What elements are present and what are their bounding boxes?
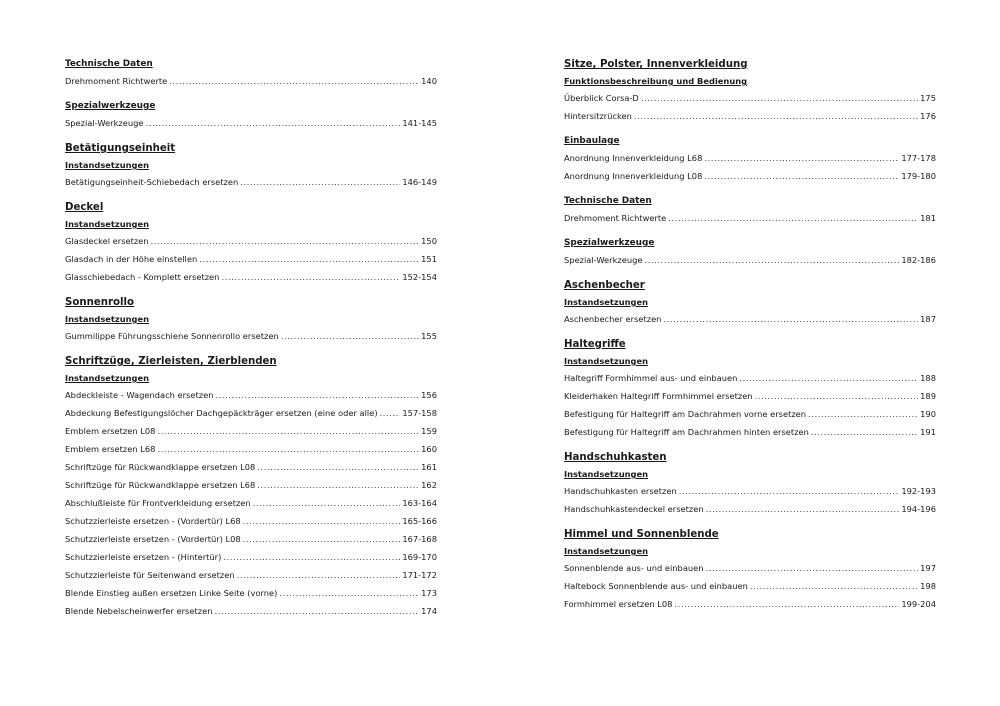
toc-entry-page: 192-193 — [901, 486, 936, 496]
toc-entry-page: 165-166 — [402, 516, 437, 526]
toc-entry[interactable] — [564, 93, 936, 103]
section-subheading: Instandsetzungen — [564, 546, 648, 556]
toc-section — [564, 135, 936, 181]
toc-entry-page: 189 — [920, 391, 936, 401]
toc-entry-label: Sonnenblende aus- und einbauen — [564, 563, 704, 573]
dot-leader — [279, 588, 419, 598]
dot-leader — [221, 272, 400, 282]
toc-entry[interactable] — [564, 409, 936, 419]
dot-leader — [755, 391, 919, 401]
dot-leader — [750, 581, 918, 591]
toc-entry-page: 161 — [421, 462, 437, 472]
toc-entry-label: Betätigungseinheit-Schiebedach ersetzen — [65, 177, 239, 187]
dot-leader — [145, 118, 400, 128]
section-heading: Betätigungseinheit — [65, 143, 176, 154]
toc-entry[interactable] — [564, 391, 936, 401]
toc-entry-page: 177-178 — [901, 153, 936, 163]
section-subheading: Instandsetzungen — [564, 297, 648, 307]
section-heading: Himmel und Sonnenblende — [564, 529, 719, 540]
toc-section — [564, 338, 936, 437]
dot-leader — [739, 373, 918, 383]
section-subheading: Funktionsbeschreibung und Bedienung — [564, 76, 748, 86]
toc-section — [564, 195, 936, 223]
toc-entry-label: Anordnung Innenverkleidung L68 — [564, 153, 703, 163]
toc-entry-label: Aschenbecher ersetzen — [564, 314, 662, 324]
toc-entry[interactable] — [65, 462, 437, 472]
toc-entry[interactable] — [65, 498, 437, 508]
toc-entry[interactable] — [65, 254, 437, 264]
toc-section — [564, 58, 936, 121]
toc-entry[interactable] — [65, 272, 437, 282]
toc-entry[interactable] — [564, 563, 936, 573]
section-heading: Spezialwerkzeuge — [65, 101, 156, 111]
toc-entry-label: Befestigung für Haltegriff am Dachrahmen hinten ersetzen — [564, 427, 809, 437]
toc-entry-page: 169-170 — [402, 552, 437, 562]
section-subheading: Instandsetzungen — [65, 219, 149, 229]
section-subheading: Instandsetzungen — [65, 160, 149, 170]
section-heading: Technische Daten — [65, 59, 153, 69]
dot-leader — [808, 409, 918, 419]
toc-entry-label: Kleiderhaken Haltegriff Formhimmel ersetzen — [564, 391, 753, 401]
toc-entry-page: 156 — [421, 390, 437, 400]
section-heading: Spezialwerkzeuge — [564, 238, 655, 248]
toc-entry-page: 167-168 — [402, 534, 437, 544]
toc-entry-page: 194-196 — [901, 504, 936, 514]
toc-entry-page: 173 — [421, 588, 437, 598]
toc-section — [65, 142, 437, 187]
section-heading: Handschuhkasten — [564, 452, 667, 463]
toc-entry-label: Gummilippe Führungsschiene Sonnenrollo ersetzen — [65, 331, 279, 341]
section-heading: Technische Daten — [564, 196, 652, 206]
toc-column-left — [65, 58, 437, 616]
toc-entry[interactable] — [65, 570, 437, 580]
toc-entry[interactable] — [65, 390, 437, 400]
dot-leader — [243, 516, 401, 526]
dot-leader — [811, 427, 918, 437]
toc-entry-page: 188 — [920, 373, 936, 383]
toc-entry-label: Befestigung für Haltegriff am Dachrahmen vorne ersetzen — [564, 409, 807, 419]
section-heading: Sonnenrollo — [65, 297, 135, 308]
toc-entry[interactable] — [564, 255, 936, 265]
section-heading: Sitze, Polster, Innenverkleidung — [564, 59, 748, 70]
toc-entry-page: 160 — [421, 444, 437, 454]
toc-entry[interactable] — [564, 486, 936, 496]
toc-entry[interactable] — [65, 177, 437, 187]
toc-entry-page: 157-158 — [402, 408, 437, 418]
toc-section — [65, 201, 437, 282]
toc-entry[interactable] — [564, 213, 936, 223]
section-heading: Deckel — [65, 202, 104, 213]
toc-entry-page: 176 — [920, 111, 936, 121]
toc-entry-page: 159 — [421, 426, 437, 436]
section-heading: Einbaulage — [564, 136, 620, 146]
toc-entry[interactable] — [65, 480, 437, 490]
dot-leader — [240, 177, 400, 187]
toc-entry-page: 151 — [421, 254, 437, 264]
dot-leader — [634, 111, 918, 121]
toc-entry-label: Schriftzüge für Rückwandklappe ersetzen L68 — [65, 480, 256, 490]
toc-entry-label: Emblem ersetzen L68 — [65, 444, 156, 454]
toc-entry-page: 181 — [920, 213, 936, 223]
toc-entry[interactable] — [65, 606, 437, 616]
toc-entry-page: 198 — [920, 581, 936, 591]
toc-entry-page: 182-186 — [901, 255, 936, 265]
section-heading: Aschenbecher — [564, 280, 645, 291]
toc-entry[interactable] — [65, 552, 437, 562]
dot-leader — [380, 408, 401, 418]
toc-section — [65, 100, 437, 128]
toc-entry-page: 179-180 — [901, 171, 936, 181]
toc-entry-label: Abdeckung Befestigungslöcher Dachgepäckträger ersetzen (eine oder alle) — [65, 408, 378, 418]
section-subheading: Instandsetzungen — [564, 356, 648, 366]
dot-leader — [663, 314, 918, 324]
toc-entry-label: Blende Einstieg außen ersetzen Linke Seite (vorne) — [65, 588, 278, 598]
section-subheading: Instandsetzungen — [564, 469, 648, 479]
dot-leader — [704, 171, 899, 181]
dot-leader — [644, 255, 899, 265]
toc-entry[interactable] — [65, 118, 437, 128]
toc-entry-page: 174 — [421, 606, 437, 616]
toc-entry-label: Haltebock Sonnenblende aus- und einbauen — [564, 581, 748, 591]
toc-entry-page: 190 — [920, 409, 936, 419]
toc-entry[interactable] — [65, 444, 437, 454]
toc-entry-label: Spezial-Werkzeuge — [65, 118, 144, 128]
toc-column-right — [564, 58, 936, 609]
section-heading: Haltegriffe — [564, 339, 626, 350]
toc-entry-page: 163-164 — [402, 498, 437, 508]
dot-leader — [215, 390, 419, 400]
toc-entry-page: 140 — [421, 76, 437, 86]
toc-entry-label: Formhimmel ersetzen L08 — [564, 599, 673, 609]
dot-leader — [257, 480, 419, 490]
toc-entry-label: Spezial-Werkzeuge — [564, 255, 643, 265]
section-heading: Schriftzüge, Zierleisten, Zierblenden — [65, 356, 277, 367]
toc-entry[interactable] — [564, 599, 936, 609]
dot-leader — [706, 504, 900, 514]
toc-entry-label: Schriftzüge für Rückwandklappe ersetzen L08 — [65, 462, 256, 472]
toc-entry-label: Drehmoment Richtwerte — [564, 213, 667, 223]
toc-entry-label: Emblem ersetzen L08 — [65, 426, 156, 436]
toc-entry-label: Glasdeckel ersetzen — [65, 236, 149, 246]
dot-leader — [706, 563, 919, 573]
dot-leader — [223, 552, 400, 562]
dot-leader — [668, 213, 918, 223]
dot-leader — [679, 486, 900, 496]
toc-entry[interactable] — [65, 516, 437, 526]
toc-entry-page: 162 — [421, 480, 437, 490]
toc-entry[interactable] — [564, 111, 936, 121]
toc-entry[interactable] — [564, 504, 936, 514]
dot-leader — [704, 153, 899, 163]
toc-entry-label: Abschlußleiste für Frontverkleidung ersetzen — [65, 498, 251, 508]
toc-section — [65, 58, 437, 86]
toc-entry-label: Schutzzierleiste für Seitenwand ersetzen — [65, 570, 235, 580]
toc-entry-label: Schutzzierleiste ersetzen - (Vordertür) L08 — [65, 534, 241, 544]
toc-entry-label: Handschuhkasten ersetzen — [564, 486, 677, 496]
toc-entry[interactable] — [65, 408, 437, 418]
toc-entry[interactable] — [65, 76, 437, 86]
toc-entry-page: 146-149 — [402, 177, 437, 187]
dot-leader — [199, 254, 419, 264]
dot-leader — [237, 570, 401, 580]
toc-section — [564, 451, 936, 514]
section-subheading: Instandsetzungen — [65, 314, 149, 324]
toc-section — [564, 237, 936, 265]
toc-entry-page: 150 — [421, 236, 437, 246]
dot-leader — [157, 444, 419, 454]
toc-entry[interactable] — [564, 373, 936, 383]
toc-entry-label: Hintersitzrücken — [564, 111, 632, 121]
toc-entry[interactable] — [564, 153, 936, 163]
toc-entry-label: Handschuhkastendeckel ersetzen — [564, 504, 704, 514]
dot-leader — [169, 76, 419, 86]
toc-entry-page: 171-172 — [402, 570, 437, 580]
toc-entry-label: Glasschiebedach - Komplett ersetzen — [65, 272, 220, 282]
section-subheading: Instandsetzungen — [65, 373, 149, 383]
toc-entry[interactable] — [65, 331, 437, 341]
dot-leader — [243, 534, 401, 544]
toc-entry-page: 141-145 — [402, 118, 437, 128]
toc-section — [65, 355, 437, 616]
toc-entry-label: Haltegriff Formhimmel aus- und einbauen — [564, 373, 738, 383]
toc-entry[interactable] — [65, 534, 437, 544]
toc-entry-page: 197 — [920, 563, 936, 573]
dot-leader — [214, 606, 419, 616]
toc-entry[interactable] — [564, 171, 936, 181]
dot-leader — [253, 498, 401, 508]
dot-leader — [151, 236, 420, 246]
dot-leader — [157, 426, 419, 436]
dot-leader — [257, 462, 419, 472]
toc-entry-label: Schutzzierleiste ersetzen - (Hintertür) — [65, 552, 222, 562]
toc-entry-label: Abdeckleiste - Wagendach ersetzen — [65, 390, 214, 400]
dot-leader — [674, 599, 899, 609]
toc-entry-page: 199-204 — [901, 599, 936, 609]
toc-entry-page: 175 — [920, 93, 936, 103]
toc-entry-page: 191 — [920, 427, 936, 437]
toc-entry-page: 155 — [421, 331, 437, 341]
toc-entry[interactable] — [564, 581, 936, 591]
toc-entry[interactable] — [65, 588, 437, 598]
toc-entry-page: 152-154 — [402, 272, 437, 282]
toc-entry-label: Glasdach in der Höhe einstellen — [65, 254, 198, 264]
toc-entry-label: Überblick Corsa-D — [564, 93, 639, 103]
dot-leader — [281, 331, 419, 341]
toc-entry[interactable] — [564, 314, 936, 324]
toc-section — [564, 528, 936, 609]
toc-entry[interactable] — [65, 236, 437, 246]
toc-entry[interactable] — [564, 427, 936, 437]
toc-entry-label: Drehmoment Richtwerte — [65, 76, 168, 86]
toc-entry[interactable] — [65, 426, 437, 436]
toc-entry-label: Schutzzierleiste ersetzen - (Vordertür) L68 — [65, 516, 241, 526]
toc-entry-label: Blende Nebelscheinwerfer ersetzen — [65, 606, 213, 616]
toc-section — [65, 296, 437, 341]
toc-section — [564, 279, 936, 324]
dot-leader — [641, 93, 918, 103]
toc-entry-label: Anordnung Innenverkleidung L08 — [564, 171, 703, 181]
toc-entry-page: 187 — [920, 314, 936, 324]
